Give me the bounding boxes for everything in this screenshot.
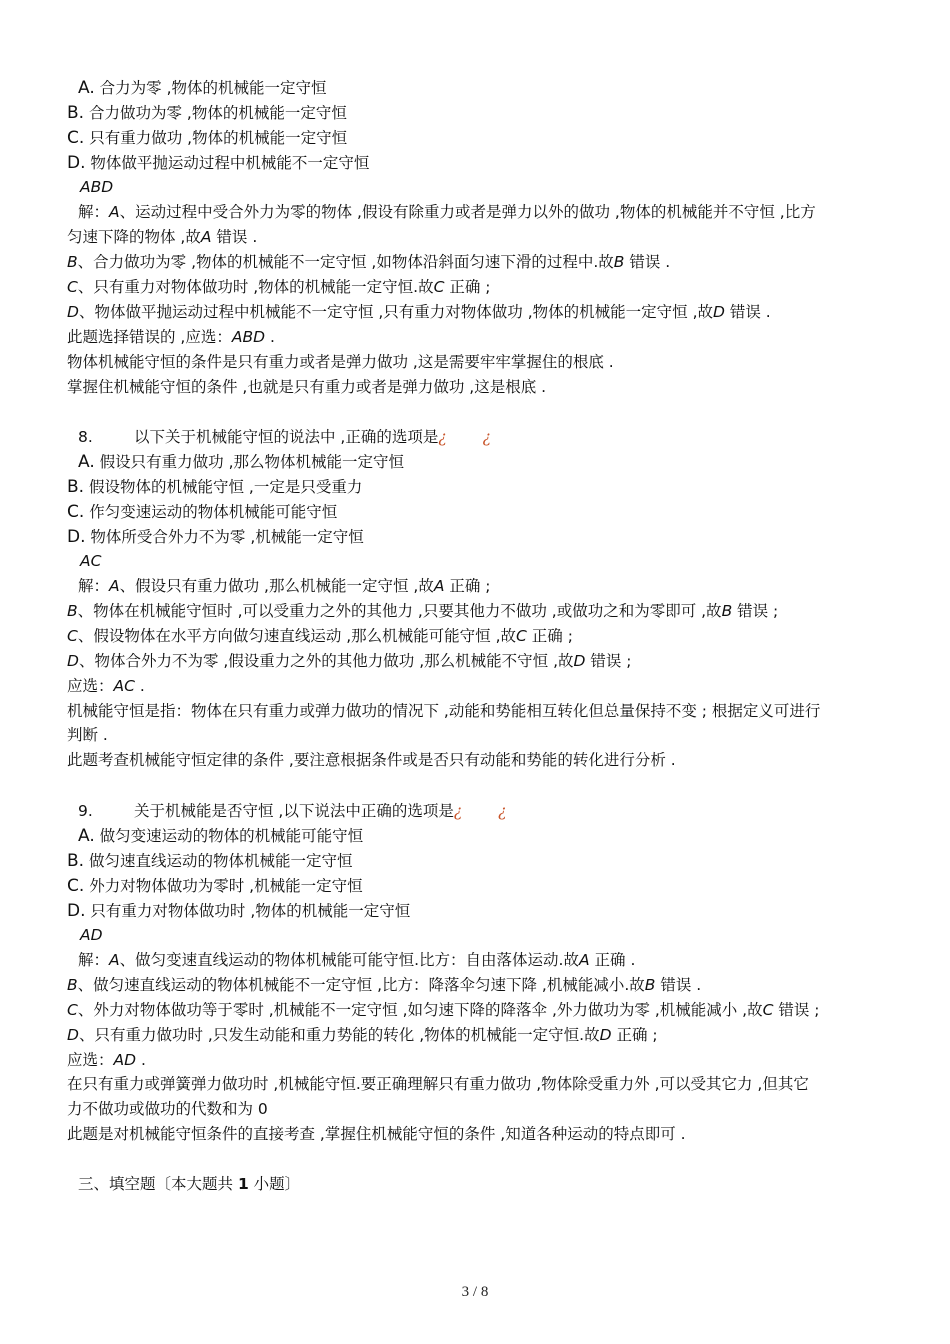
option-a: A. 做匀变速运动的物体的机械能可能守恒 — [78, 826, 364, 846]
analysis-line: B、做匀速直线运动的物体机械能不一定守恒 ,比方：降落伞匀速下降 ,机械能减小.故B 错误 . — [67, 976, 702, 994]
note-line: 此题是对机械能守恒条件的直接考查 ,掌握住机械能守恒的条件 ,知道各种运动的特点即可 . — [67, 1125, 686, 1143]
choose-line: 应选：AD . — [67, 1051, 146, 1069]
option-d: D. 物体做平抛运动过程中机械能不一定守恒 — [67, 153, 370, 173]
answer: ABD — [80, 178, 114, 196]
answer: AC — [80, 552, 102, 570]
question-8-stem: 8. 以下关于机械能守恒的说法中 ,正确的选项是¿ ¿ — [78, 428, 491, 446]
analysis-line: 解：A、假设只有重力做功 ,那么机械能一定守恒 ,故A 正确 ; — [78, 577, 491, 595]
analysis-line: B、合力做功为零 ,物体的机械能不一定守恒 ,如物体沿斜面匀速下滑的过程中.故B 错误 . — [67, 253, 671, 271]
analysis-line: B、物体在机械能守恒时 ,可以受重力之外的其他力 ,只要其他力不做功 ,或做功之和为零即可 ,故B 错误 ; — [67, 602, 779, 620]
analysis-line: 解：A、运动过程中受合外力为零的物体 ,假设有除重力或者是弹力以外的做功 ,物体的机械能并不守恒 ,比方 — [78, 203, 816, 221]
note-line: 此题考查机械能守恒定律的条件 ,要注意根据条件或是否只有动能和势能的转化进行分析 . — [67, 751, 676, 769]
option-a: A. 假设只有重力做功 ,那么物体机械能一定守恒 — [78, 452, 405, 472]
option-d: D. 物体所受合外力不为零 ,机械能一定守恒 — [67, 527, 364, 547]
analysis-line: 解：A、做匀变速直线运动的物体机械能可能守恒.比方：自由落体运动.故A 正确 . — [78, 951, 636, 969]
analysis-line: C、只有重力对物体做功时 ,物体的机械能一定守恒.故C 正确 ; — [67, 278, 491, 296]
analysis-line: D、物体合外力不为零 ,假设重力之外的其他力做功 ,那么机械能不守恒 ,故D 错误 ; — [67, 652, 632, 670]
answer: AD — [80, 926, 103, 944]
option-b: B. 做匀速直线运动的物体机械能一定守恒 — [67, 851, 353, 871]
option-a: A. 合力为零 ,物体的机械能一定守恒 — [78, 78, 327, 98]
option-c: C. 作匀变速运动的物体机械能可能守恒 — [67, 502, 338, 522]
analysis-line: C、假设物体在水平方向做匀速直线运动 ,那么机械能可能守恒 ,故C 正确 ; — [67, 627, 573, 645]
analysis-line: D、物体做平抛运动过程中机械能不一定守恒 ,只有重力对物体做功 ,物体的机械能一定守恒 ,故D 错误 . — [67, 303, 771, 321]
analysis-line: 匀速下降的物体 ,故A 错误 . — [67, 228, 258, 246]
option-c: C. 外力对物体做功为零时 ,机械能一定守恒 — [67, 876, 363, 896]
option-b: B. 假设物体的机械能守恒 ,一定是只受重力 — [67, 477, 363, 497]
note-line: 判断 . — [67, 726, 108, 744]
option-c: C. 只有重力做功 ,物体的机械能一定守恒 — [67, 128, 348, 148]
note-line: 掌握住机械能守恒的条件 ,也就是只有重力或者是弹力做功 ,这是根底 . — [67, 378, 547, 396]
option-b: B. 合力做功为零 ,物体的机械能一定守恒 — [67, 103, 347, 123]
choose-line: 应选：AC . — [67, 677, 145, 695]
section-heading: 三、填空题〔本大题共 1 小题〕 — [78, 1175, 301, 1193]
option-d: D. 只有重力对物体做功时 ,物体的机械能一定守恒 — [67, 901, 411, 921]
choose-line: 此题选择错误的 ,应选：ABD . — [67, 328, 275, 346]
question-9-stem: 9. 关于机械能是否守恒 ,以下说法中正确的选项是¿ ¿ — [78, 802, 507, 820]
analysis-line: D、只有重力做功时 ,只发生动能和重力势能的转化 ,物体的机械能一定守恒.故D 正确 ; — [67, 1026, 658, 1044]
note-line: 物体机械能守恒的条件是只有重力或者是弹力做功 ,这是需要牢牢掌握住的根底 . — [67, 353, 614, 371]
note-line: 力不做功或做功的代数和为 0 — [67, 1100, 268, 1118]
note-line: 在只有重力或弹簧弹力做功时 ,机械能守恒.要正确理解只有重力做功 ,物体除受重力外 ,可以受其它力 ,但其它 — [67, 1075, 809, 1093]
page-number: 3 / 8 — [461, 1284, 489, 1300]
note-line: 机械能守恒是指：物体在只有重力或弹力做功的情况下 ,动能和势能相互转化但总量保持不变 ; 根据定义可进行 — [67, 702, 821, 720]
analysis-line: C、外力对物体做功等于零时 ,机械能不一定守恒 ,如匀速下降的降落伞 ,外力做功为零 ,机械能减小 ,故C 错误 ; — [67, 1001, 820, 1019]
